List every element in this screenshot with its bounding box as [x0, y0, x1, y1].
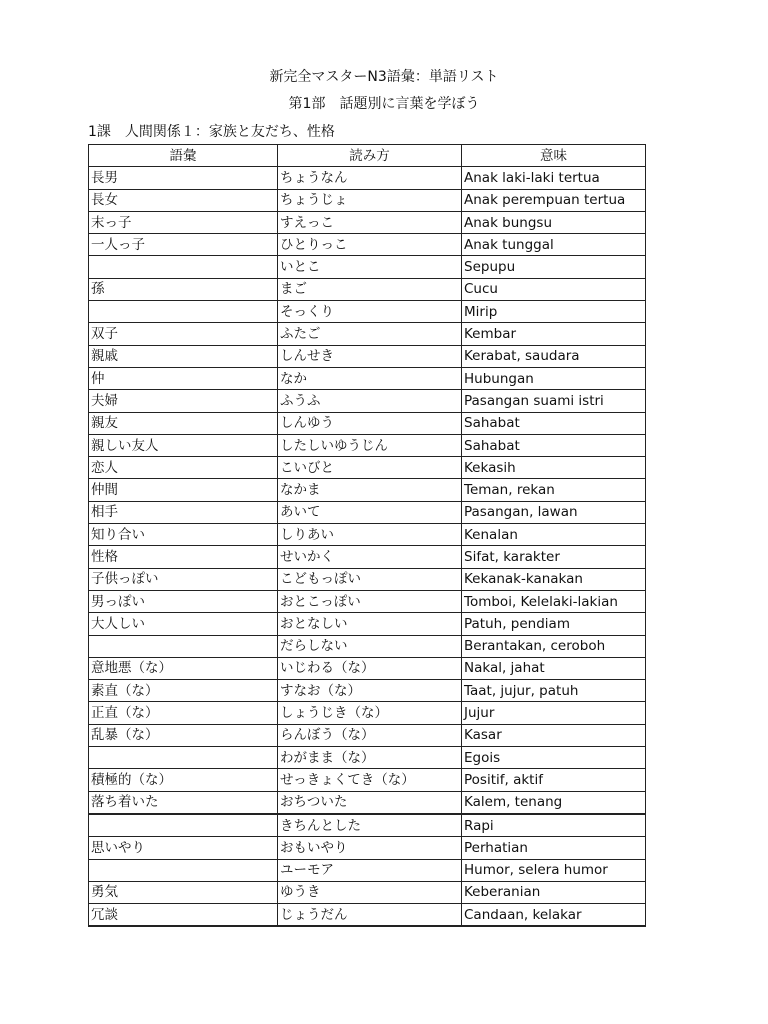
table-row	[89, 501, 646, 523]
vocabulary-cell: 素直（な）	[89, 680, 278, 702]
meaning-cell: Tomboi, Kelelaki-lakian	[462, 590, 646, 612]
meaning-cell: Positif, aktif	[462, 769, 646, 791]
meaning-cell: Berantakan, ceroboh	[462, 635, 646, 657]
reading-cell: ちょうなん	[278, 167, 462, 189]
meaning-cell: Jujur	[462, 702, 646, 724]
table-row	[89, 278, 646, 300]
vocabulary-cell: 正直（な）	[89, 702, 278, 724]
meaning-cell: Hubungan	[462, 367, 646, 389]
reading-cell: おとこっぽい	[278, 590, 462, 612]
reading-cell: そっくり	[278, 301, 462, 323]
table-row	[89, 613, 646, 635]
reading-cell: しりあい	[278, 524, 462, 546]
reading-cell: ゆうき	[278, 881, 462, 903]
table-row	[89, 301, 646, 323]
meaning-cell: Kembar	[462, 323, 646, 345]
reading-cell: ふたご	[278, 323, 462, 345]
meaning-cell: Anak bungsu	[462, 211, 646, 233]
meaning-cell: Kerabat, saudara	[462, 345, 646, 367]
table-row	[89, 747, 646, 769]
reading-cell: ふうふ	[278, 390, 462, 412]
vocabulary-cell: 意地悪（な）	[89, 657, 278, 679]
meaning-cell: Pasangan, lawan	[462, 501, 646, 523]
vocabulary-cell: 大人しい	[89, 613, 278, 635]
table-row	[89, 657, 646, 679]
vocabulary-cell	[89, 747, 278, 769]
reading-cell: だらしない	[278, 635, 462, 657]
table-body	[89, 167, 646, 927]
table-row	[89, 524, 646, 546]
table-row	[89, 479, 646, 501]
reading-cell: なか	[278, 367, 462, 389]
table-row	[89, 457, 646, 479]
reading-cell: わがまま（な）	[278, 747, 462, 769]
part-title: 第1部 話題別に言葉を学ぼう	[288, 96, 480, 112]
table-row	[89, 189, 646, 211]
vocabulary-cell: 末っ子	[89, 211, 278, 233]
vocabulary-cell: 相手	[89, 501, 278, 523]
table-row	[89, 256, 646, 278]
vocabulary-cell: 一人っ子	[89, 234, 278, 256]
meaning-cell: Mirip	[462, 301, 646, 323]
meaning-cell: Sifat, karakter	[462, 546, 646, 568]
reading-cell: ユーモア	[278, 859, 462, 881]
vocabulary-cell: 勇気	[89, 881, 278, 903]
vocabulary-cell: 親戚	[89, 345, 278, 367]
meaning-cell: Nakal, jahat	[462, 657, 646, 679]
reading-cell: らんぼう（な）	[278, 724, 462, 746]
table-row	[89, 412, 646, 434]
vocabulary-cell	[89, 256, 278, 278]
vocabulary-cell	[89, 859, 278, 881]
meaning-cell: Candaan, kelakar	[462, 904, 646, 927]
meaning-cell: Sahabat	[462, 412, 646, 434]
vocabulary-cell: 子供っぽい	[89, 568, 278, 590]
meaning-cell: Rapi	[462, 814, 646, 837]
meaning-cell: Anak perempuan tertua	[462, 189, 646, 211]
reading-cell: きちんとした	[278, 814, 462, 837]
meaning-cell: Sepupu	[462, 256, 646, 278]
meaning-cell: Kenalan	[462, 524, 646, 546]
vocabulary-cell: 性格	[89, 546, 278, 568]
header-vocabulary: 語彙	[89, 145, 278, 167]
reading-cell: じょうだん	[278, 904, 462, 927]
table-row	[89, 724, 646, 746]
table-row	[89, 590, 646, 612]
reading-cell: おちついた	[278, 791, 462, 814]
document-title: 新完全マスターN3語彙：単語リスト	[269, 69, 499, 85]
reading-cell: おもいやり	[278, 837, 462, 859]
vocabulary-cell: 仲	[89, 367, 278, 389]
table-row	[89, 367, 646, 389]
vocabulary-cell: 仲間	[89, 479, 278, 501]
table-row	[89, 702, 646, 724]
header-meaning: 意味	[462, 145, 646, 167]
table-row	[89, 769, 646, 791]
vocabulary-cell: 知り合い	[89, 524, 278, 546]
vocabulary-cell: 長男	[89, 167, 278, 189]
lesson-heading: 1課 人間関係１：家族と友だち、性格	[88, 124, 335, 140]
meaning-cell: Cucu	[462, 278, 646, 300]
table-row	[89, 546, 646, 568]
meaning-cell: Patuh, pendiam	[462, 613, 646, 635]
reading-cell: せっきょくてき（な）	[278, 769, 462, 791]
vocabulary-table	[88, 144, 646, 927]
table-row	[89, 635, 646, 657]
vocabulary-cell: 長女	[89, 189, 278, 211]
reading-cell: こいびと	[278, 457, 462, 479]
reading-cell: ひとりっこ	[278, 234, 462, 256]
vocabulary-cell: 積極的（な）	[89, 769, 278, 791]
table-row	[89, 904, 646, 927]
reading-cell: しんせき	[278, 345, 462, 367]
vocabulary-cell: 乱暴（な）	[89, 724, 278, 746]
reading-cell: こどもっぽい	[278, 568, 462, 590]
meaning-cell: Perhatian	[462, 837, 646, 859]
reading-cell: なかま	[278, 479, 462, 501]
vocabulary-cell: 思いやり	[89, 837, 278, 859]
table-row	[89, 791, 646, 814]
reading-cell: あいて	[278, 501, 462, 523]
reading-cell: まご	[278, 278, 462, 300]
meaning-cell: Anak tunggal	[462, 234, 646, 256]
reading-cell: しんゆう	[278, 412, 462, 434]
table-row	[89, 234, 646, 256]
header-reading: 読み方	[278, 145, 462, 167]
vocabulary-cell: 冗談	[89, 904, 278, 927]
meaning-cell: Pasangan suami istri	[462, 390, 646, 412]
table-row	[89, 390, 646, 412]
meaning-cell: Keberanian	[462, 881, 646, 903]
reading-cell: すえっこ	[278, 211, 462, 233]
vocabulary-cell: 孫	[89, 278, 278, 300]
meaning-cell: Sahabat	[462, 434, 646, 456]
vocabulary-cell: 親友	[89, 412, 278, 434]
vocabulary-cell: 夫婦	[89, 390, 278, 412]
reading-cell: ちょうじょ	[278, 189, 462, 211]
meaning-cell: Egois	[462, 747, 646, 769]
vocabulary-cell: 双子	[89, 323, 278, 345]
reading-cell: せいかく	[278, 546, 462, 568]
table-row	[89, 345, 646, 367]
vocabulary-cell: 男っぽい	[89, 590, 278, 612]
meaning-cell: Anak laki-laki tertua	[462, 167, 646, 189]
reading-cell: しょうじき（な）	[278, 702, 462, 724]
table-row	[89, 323, 646, 345]
table-row	[89, 881, 646, 903]
table-row	[89, 434, 646, 456]
table-header-row	[89, 145, 646, 167]
meaning-cell: Kasar	[462, 724, 646, 746]
vocabulary-cell	[89, 301, 278, 323]
table-row	[89, 211, 646, 233]
meaning-cell: Taat, jujur, patuh	[462, 680, 646, 702]
table-row	[89, 837, 646, 859]
reading-cell: したしいゆうじん	[278, 434, 462, 456]
table-row	[89, 568, 646, 590]
meaning-cell: Kekanak-kanakan	[462, 568, 646, 590]
meaning-cell: Kalem, tenang	[462, 791, 646, 814]
table-row	[89, 814, 646, 837]
table-row	[89, 859, 646, 881]
vocabulary-cell: 親しい友人	[89, 434, 278, 456]
meaning-cell: Humor, selera humor	[462, 859, 646, 881]
vocabulary-cell: 落ち着いた	[89, 791, 278, 814]
vocabulary-cell: 恋人	[89, 457, 278, 479]
vocabulary-cell	[89, 635, 278, 657]
reading-cell: いじわる（な）	[278, 657, 462, 679]
reading-cell: おとなしい	[278, 613, 462, 635]
table-row	[89, 167, 646, 189]
reading-cell: すなお（な）	[278, 680, 462, 702]
meaning-cell: Kekasih	[462, 457, 646, 479]
vocabulary-cell	[89, 814, 278, 837]
reading-cell: いとこ	[278, 256, 462, 278]
meaning-cell: Teman, rekan	[462, 479, 646, 501]
table-row	[89, 680, 646, 702]
